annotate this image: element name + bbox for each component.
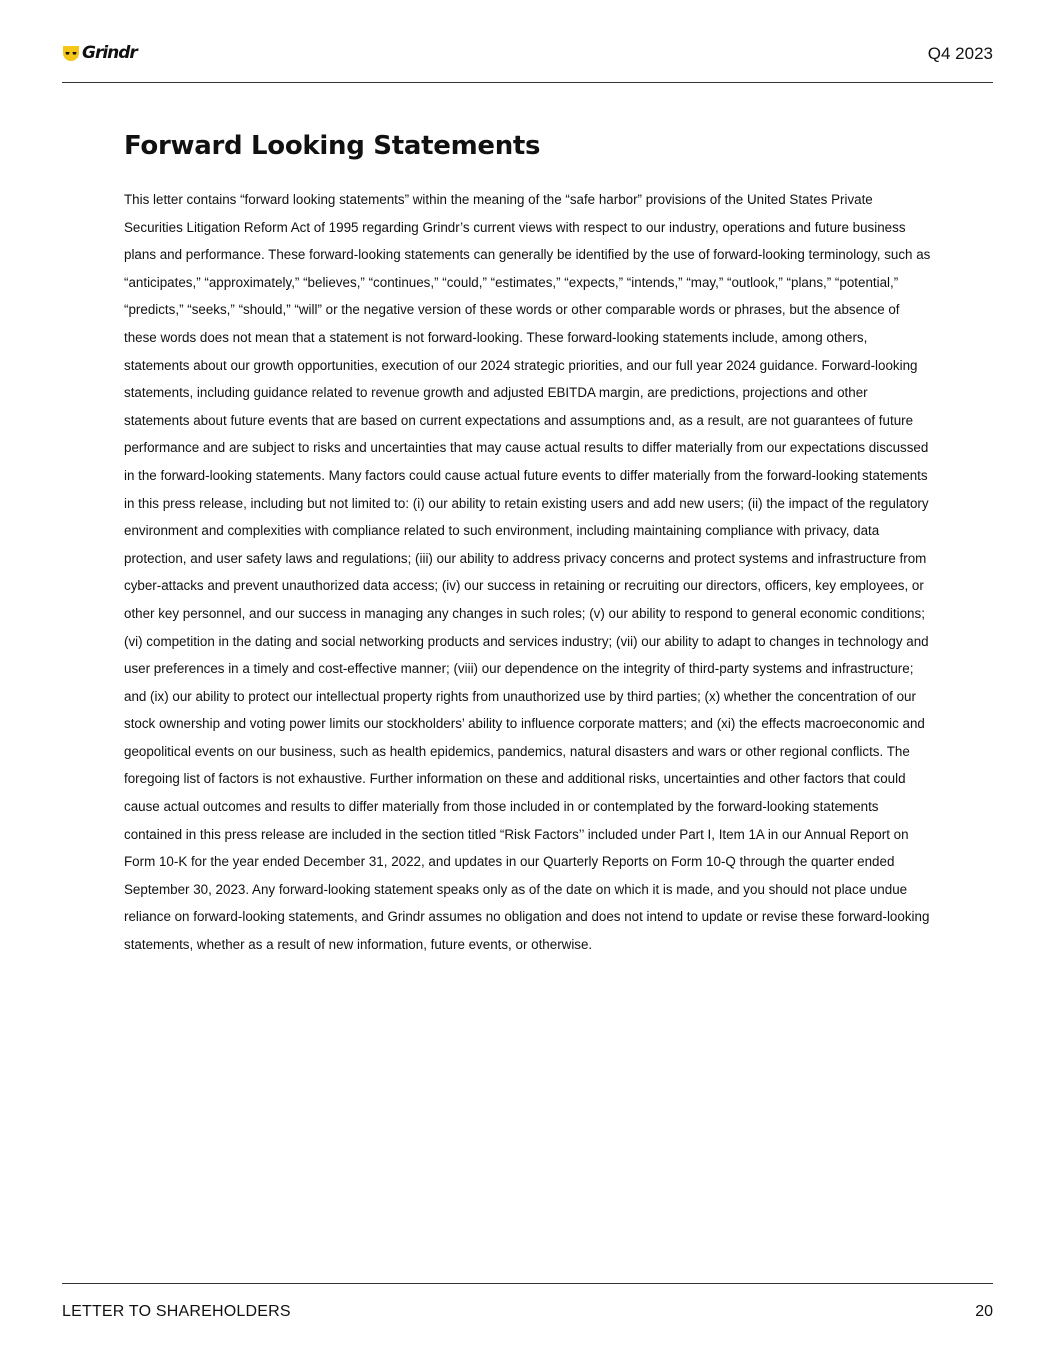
report-period: Q4 2023 [927, 44, 993, 63]
footer-label: LETTER TO SHAREHOLDERS [62, 1303, 291, 1320]
page-footer [62, 1283, 993, 1334]
page-title: Forward Looking Statements [124, 131, 541, 161]
page-number: 20 [975, 1303, 993, 1320]
brand-logo-wordmark: Grindr [82, 43, 137, 63]
page-header [62, 40, 993, 83]
grindr-mask-icon [62, 44, 80, 62]
body-paragraph: This letter contains “forward looking statements” within the meaning of the “safe harbor” provisions of the United States Private Securities Litigation Reform Act of 1995 regarding Grindr’s current views with respect to our industry, operations and future business plans and performance. These forward-looking statements can generally be identified by the use of forward-looking terminology, such as “anticipates,” “approximately,” “believes,” “continues,” “could,” “estimates,” “expects,” “intends,” “may,” “outlook,” “plans,” “potential,” “predicts,” “seeks,” “should,” “will” or the negative version of these words or other comparable words or phrases, but the absence of these words does not mean that a statement is not forward-looking. These forward-looking statements include, among others, statements about our growth opportunities, execution of our 2024 strategic priorities, and our full year 2024 guidance. Forward-looking statements, including guidance related to revenue growth and adjusted EBITDA margin, are predictions, projections and other statements about future events that are based on current expectations and assumptions and, as a result, are not guarantees of future performance and are subject to risks and uncertainties that may cause actual results to differ materially from our expectations discussed in the forward-looking statements. Many factors could cause actual future events to differ materially from the forward-looking statements in this press release, including but not limited to: (i) our ability to retain existing users and add new users; (ii) the impact of the regulatory environment and complexities with compliance related to such environment, including maintaining compliance with privacy, data protection, and user safety laws and regulations; (iii) our ability to address privacy concerns and protect systems and infrastructure from cyber-attacks and prevent unauthorized data access; (iv) our success in retaining or recruiting our directors, officers, key employees, or other key personnel, and our success in managing any changes in such roles; (v) our ability to respond to general economic conditions; (vi) competition in the dating and social networking products and services industry; (vii) our ability to adapt to changes in technology and user preferences in a timely and cost-effective manner; (viii) our dependence on the integrity of third-party systems and infrastructure; and (ix) our ability to protect our intellectual property rights from unauthorized use by third parties; (x) whether the concentration of our stock ownership and voting power limits our stockholders’ ability to influence corporate matters; and (xi) the effects macroeconomic and geopolitical events on our business, such as health epidemics, pandemics, natural disasters and wars or other regional conflicts. The foregoing list of factors is not exhaustive. Further information on these and additional risks, uncertainties and other factors that could cause actual outcomes and results to differ materially from those included in or contemplated by the forward-looking statements contained in this press release are included in the section titled “Risk Factors’’ included under Part I, Item 1A in our Annual Report on Form 10-K for the year ended December 31, 2022, and updates in our Quarterly Reports on Form 10-Q through the quarter ended September 30, 2023. Any forward-looking statement speaks only as of the date on which it is made, and you should not place undue reliance on forward-looking statements, and Grindr assumes no obligation and does not intend to update or revise these forward-looking statements, whether as a result of new information, future events, or otherwise. [124, 192, 931, 953]
main-content [124, 128, 934, 959]
brand-logo [62, 43, 137, 63]
